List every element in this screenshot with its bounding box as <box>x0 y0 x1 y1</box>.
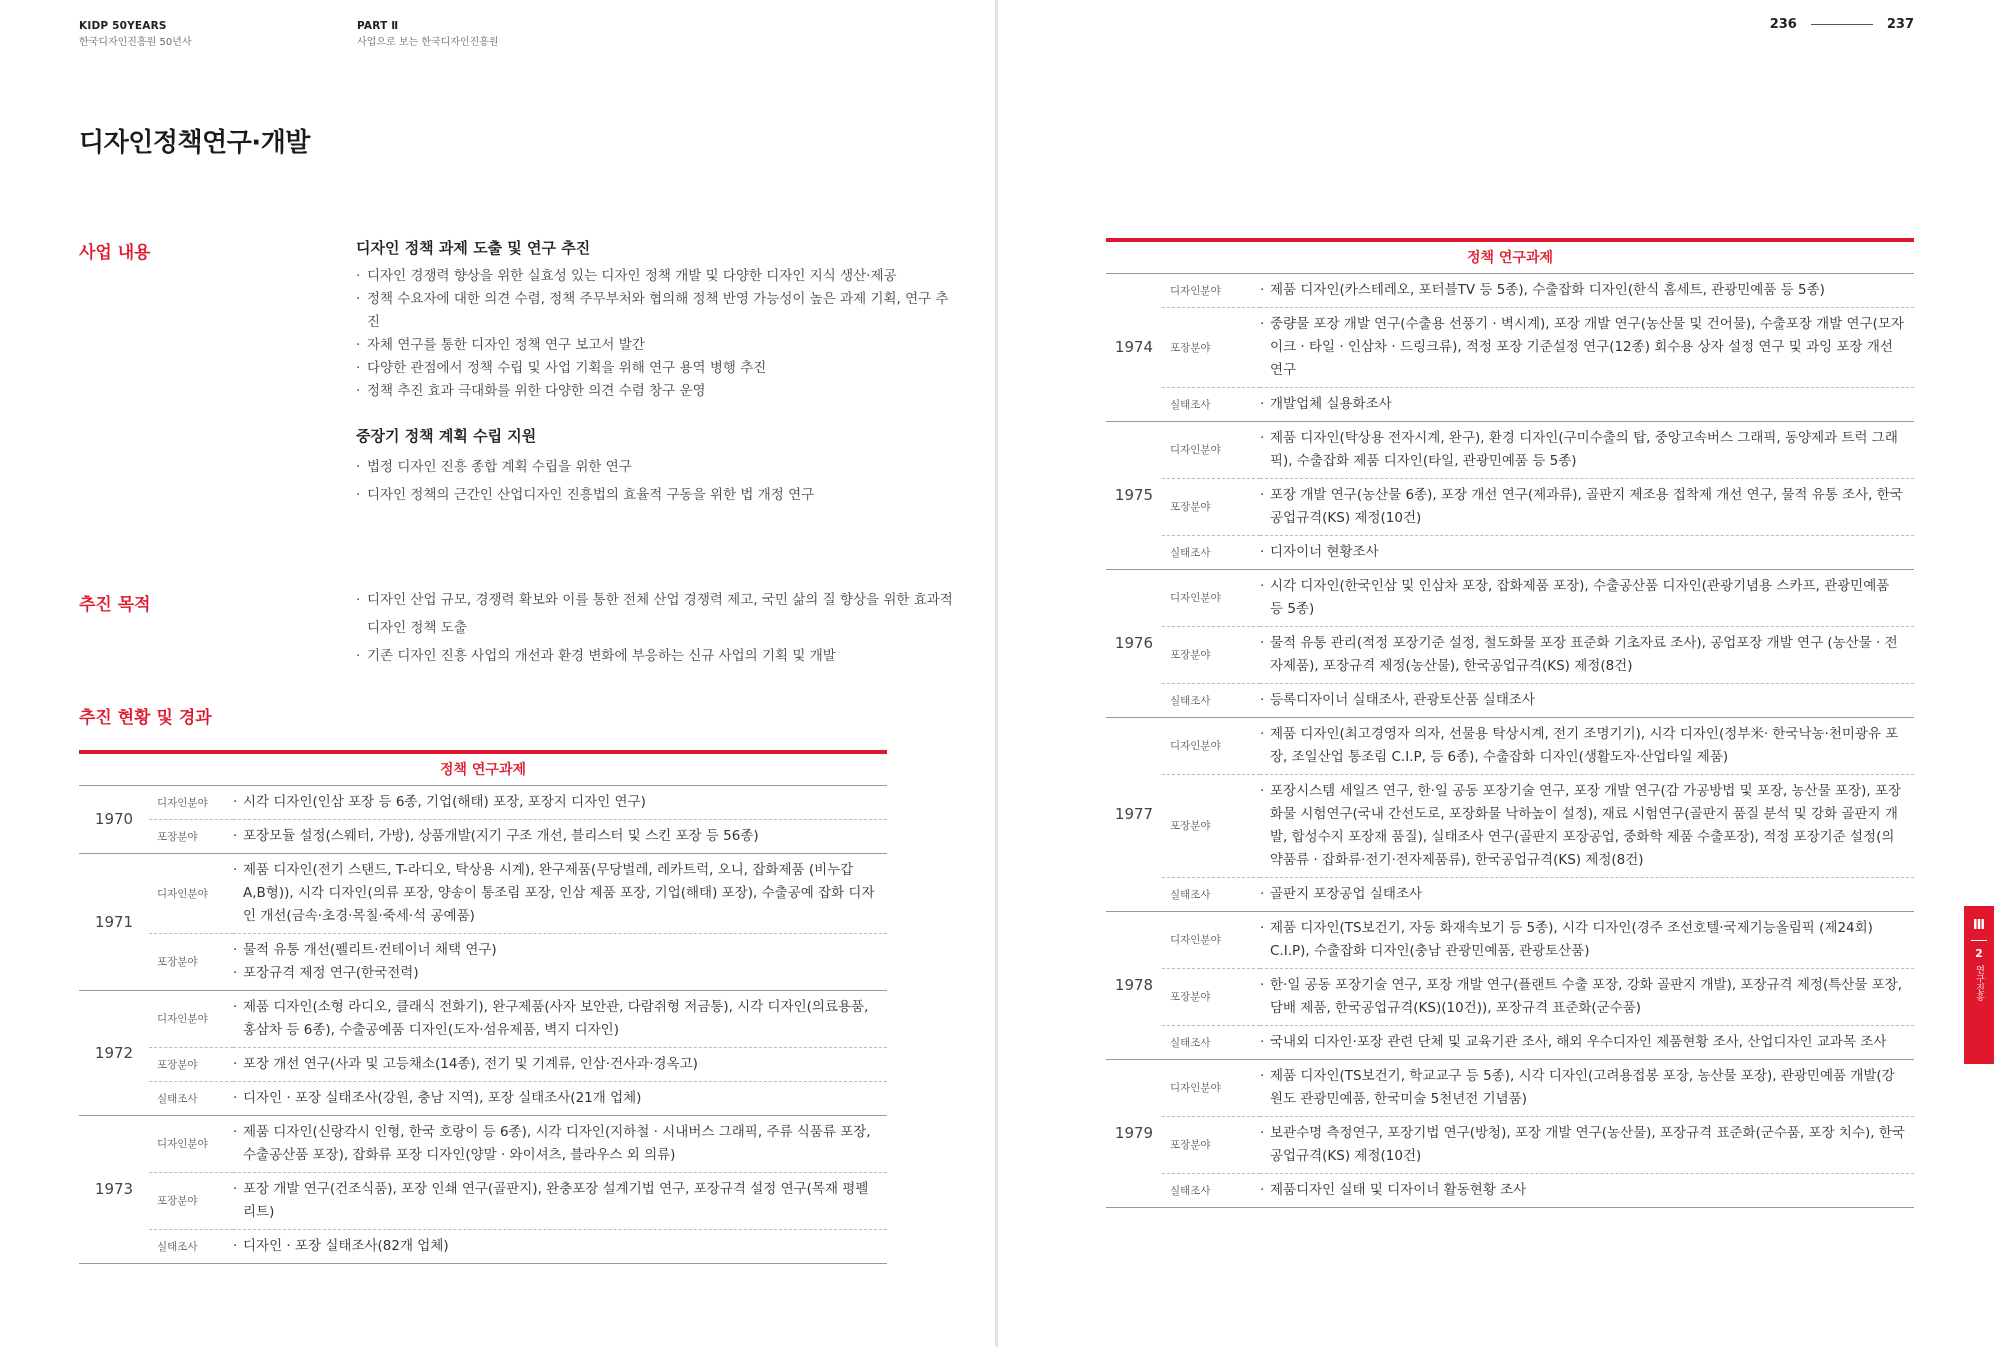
bullet-item: · 정책 추진 효과 극대화를 위한 다양한 의견 수렴 창구 운영 <box>356 380 956 403</box>
year-cell: 1973 <box>79 1115 149 1263</box>
bullet-item: · 다양한 관점에서 정책 수립 및 사업 기획을 위해 연구 용역 병행 추진 <box>356 357 956 380</box>
table-row <box>79 853 887 933</box>
bullet-item: · 디자인 정책의 근간인 산업디자인 진흥법의 효율적 구동을 위한 법 개정 연구 <box>356 481 956 509</box>
page-title: 디자인정책연구·개발 <box>79 128 310 158</box>
category-cell: 디자인분야 <box>149 785 233 819</box>
research-item: · 개발업체 실용화조사 <box>1260 393 1906 416</box>
table-row <box>1106 911 1914 968</box>
table-row <box>79 1172 887 1229</box>
table-row <box>79 990 887 1047</box>
research-item: · 디자이너 현황조사 <box>1260 541 1906 564</box>
items-cell <box>1260 569 1914 626</box>
table-row <box>1106 1116 1914 1173</box>
bullet-item: · 법정 디자인 진흥 종합 계획 수립을 위한 연구 <box>356 453 956 481</box>
category-cell: 디자인분야 <box>1162 273 1260 307</box>
policy-research-table-left <box>79 750 887 1264</box>
category-cell: 포장분야 <box>149 819 233 853</box>
items-cell <box>1260 387 1914 421</box>
items-cell <box>1260 626 1914 683</box>
table-row <box>1106 683 1914 717</box>
category-cell: 실태조사 <box>1162 535 1260 569</box>
research-item: · 제품 디자인(소형 라디오, 클래식 전화기), 완구제품(사자 보안관, 다람쥐형 저금통), 시각 디자인(의료용품, 홍삼차 등 6종), 수출공예품 디자인(도자·섬유제품, 벽지 디자인) <box>233 996 879 1042</box>
category-cell: 포장분야 <box>1162 307 1260 387</box>
table-row <box>79 1229 887 1263</box>
table-row <box>1106 626 1914 683</box>
table-row <box>1106 535 1914 569</box>
research-item: · 제품 디자인(카스테레오, 포터블TV 등 5종), 수출잡화 디자인(한식 홈세트, 관광민예품 등 5종) <box>1260 279 1906 302</box>
items-cell <box>233 1229 887 1263</box>
items-cell <box>233 990 887 1047</box>
part-title: PART Ⅱ <box>357 20 399 32</box>
year-cell: 1979 <box>1106 1059 1162 1207</box>
items-cell <box>1260 273 1914 307</box>
bullet-item: · 정책 수요자에 대한 의견 수렴, 정책 주무부처와 협의해 정책 반영 가능성이 높은 과제 기획, 연구 추진 <box>356 288 956 334</box>
research-item: · 시각 디자인(한국인삼 및 인삼차 포장, 잡화제품 포장), 수출공산품 디자인(관광기념용 스카프, 관광민예품 등 5종) <box>1260 575 1906 621</box>
bullet-item: · 디자인 산업 규모, 경쟁력 확보와 이를 통한 전체 산업 경쟁력 제고, 국민 삶의 질 향상을 위한 효과적 디자인 정책 도출 <box>356 586 956 642</box>
research-item: · 한·일 공동 포장기술 연구, 포장 개발 연구(플랜트 수출 포장, 강화 골판지 개발), 포장규격 제정(특산물 포장, 담배 제품, 한국공업규격(KS)(10건)), 포장규격 표준화(군수품) <box>1260 974 1906 1020</box>
category-cell: 실태조사 <box>1162 683 1260 717</box>
items-cell <box>1260 968 1914 1025</box>
category-cell: 디자인분야 <box>1162 911 1260 968</box>
items-cell <box>233 819 887 853</box>
items-cell <box>1260 877 1914 911</box>
bullet-list <box>356 265 956 403</box>
header-subtitle: 한국디자인진흥원 50년사 <box>79 37 192 48</box>
right-page <box>998 0 1994 1347</box>
category-cell: 실태조사 <box>149 1229 233 1263</box>
research-item: · 골판지 포장공업 실태조사 <box>1260 883 1906 906</box>
running-header-part <box>357 19 499 50</box>
content-section <box>356 237 956 509</box>
research-item: · 제품 디자인(신랑각시 인형, 한국 호랑이 등 6종), 시각 디자인(지하철 · 시내버스 그래픽, 주류 식품류 포장, 수출공산품 포장), 잡화류 포장 디자인(양말 · 와이셔츠, 블라우스 외 의류) <box>233 1121 879 1167</box>
items-cell <box>1260 478 1914 535</box>
research-item: · 시각 디자인(인삼 포장 등 6종, 기업(해태) 포장, 포장지 디자인 연구) <box>233 791 879 814</box>
page-number-right: 237 <box>1886 17 1914 32</box>
category-cell: 포장분야 <box>149 1172 233 1229</box>
category-cell: 실태조사 <box>1162 1173 1260 1207</box>
items-cell <box>233 785 887 819</box>
table-row <box>1106 387 1914 421</box>
bullet-list <box>356 586 956 670</box>
group-heading: 중장기 정책 계획 수립 지원 <box>356 427 537 445</box>
research-item: · 제품 디자인(TS보건기, 자동 화재속보기 등 5종), 시각 디자인(경주 조선호텔·국제기능올림픽 (제24회) C.I.P), 수출잡화 디자인(충남 관광민예품, 관광토산품) <box>1260 917 1906 963</box>
category-cell: 실태조사 <box>1162 1025 1260 1059</box>
table-row <box>1106 1059 1914 1116</box>
items-cell <box>1260 421 1914 478</box>
purpose-section <box>356 586 956 670</box>
table-row <box>79 933 887 990</box>
research-item: · 디자인 · 포장 실태조사(강원, 충남 지역), 포장 실태조사(21개 업체) <box>233 1087 879 1110</box>
category-cell: 포장분야 <box>149 1047 233 1081</box>
table-row <box>1106 569 1914 626</box>
items-cell <box>233 1047 887 1081</box>
bullet-item: · 디자인 경쟁력 향상을 위한 실효성 있는 디자인 정책 개발 및 다양한 디자인 지식 생산·제공 <box>356 265 956 288</box>
research-item: · 제품 디자인(탁상용 전자시계, 완구), 환경 디자인(구미수출의 탑, 중앙고속버스 그래픽, 동양제과 트럭 그래픽), 수출잡화 제품 디자인(타일, 관광민예품 등 5종) <box>1260 427 1906 473</box>
year-cell: 1971 <box>79 853 149 990</box>
items-cell <box>233 1081 887 1115</box>
bullet-item: · 기존 디자인 진흥 사업의 개선과 환경 변화에 부응하는 신규 사업의 기획 및 개발 <box>356 642 956 670</box>
table-header: 정책 연구과제 <box>1106 240 1914 273</box>
items-cell <box>233 1115 887 1172</box>
content-group <box>356 237 956 403</box>
category-cell: 디자인분야 <box>1162 717 1260 774</box>
running-header-left <box>79 19 192 50</box>
items-cell <box>233 933 887 990</box>
research-item: · 포장규격 제정 연구(한국전력) <box>233 962 879 985</box>
research-item: · 포장 개선 연구(사과 및 고등채소(14종), 전기 및 기계류, 인삼·건사과·경옥고) <box>233 1053 879 1076</box>
header-title: KIDP 50YEARS <box>79 20 167 32</box>
section-label-content: 사업 내용 <box>79 243 151 263</box>
category-cell: 디자인분야 <box>1162 1059 1260 1116</box>
table-row <box>79 819 887 853</box>
research-item: · 등록디자이너 실태조사, 관광토산품 실태조사 <box>1260 689 1906 712</box>
group-heading: 디자인 정책 과제 도출 및 연구 추진 <box>356 239 591 257</box>
research-item: · 포장 개발 연구(농산물 6종), 포장 개선 연구(제과류), 골판지 제조용 접착제 개선 연구, 물적 유통 조사, 한국공업규격(KS) 제정(10건) <box>1260 484 1906 530</box>
year-cell: 1976 <box>1106 569 1162 717</box>
category-cell: 포장분야 <box>1162 1116 1260 1173</box>
year-cell: 1978 <box>1106 911 1162 1059</box>
research-item: · 제품디자인 실태 및 디자이너 활동현황 조사 <box>1260 1179 1906 1202</box>
category-cell: 포장분야 <box>1162 774 1260 877</box>
year-cell: 1970 <box>79 785 149 853</box>
research-item: · 포장모듈 설정(스웨터, 가방), 상품개발(지기 구조 개선, 블리스터 및 스킨 포장 등 56종) <box>233 825 879 848</box>
chapter-side-tab[interactable] <box>1964 906 1994 1064</box>
research-item: · 국내외 디자인·포장 관련 단체 및 교육기관 조사, 해외 우수디자인 제품현황 조사, 산업디자인 교과목 조사 <box>1260 1031 1906 1054</box>
research-item: · 포장 개발 연구(건조식품), 포장 인쇄 연구(골판지), 완충포장 설계기법 연구, 포장규격 설정 연구(목재 평펠리트) <box>233 1178 879 1224</box>
items-cell <box>1260 683 1914 717</box>
table-row <box>79 1047 887 1081</box>
items-cell <box>1260 911 1914 968</box>
side-tab-part: Ⅲ <box>1972 918 1986 933</box>
category-cell: 실태조사 <box>149 1081 233 1115</box>
section-label-progress: 추진 현황 및 경과 <box>79 708 212 728</box>
category-cell: 디자인분야 <box>149 1115 233 1172</box>
page-number-left: 236 <box>1769 17 1797 32</box>
table-row <box>79 1081 887 1115</box>
category-cell: 실태조사 <box>1162 387 1260 421</box>
page-number-divider <box>1811 24 1873 25</box>
items-cell <box>1260 774 1914 877</box>
items-cell <box>233 1172 887 1229</box>
table-row <box>1106 307 1914 387</box>
items-cell <box>1260 307 1914 387</box>
research-item: · 포장시스템 세일즈 연구, 한·일 공동 포장기술 연구, 포장 개발 연구(감 가공방법 및 포장, 농산물 포장), 포장화물 시험연구(국내 간선도로, 포장화물 낙하높이 설정), 재료 시험연구(골판지 품질 분석 및 강화 골판지 개발, 합성수지 포장재 품질), 실태조사 연구(골판지 포장공업, 중화학 제품 수출포장), 적정 포장기준 설정(의약품류 · 잡화류·전기·전자제품류), 한국공업규격(KS) 제정(8건) <box>1260 780 1906 872</box>
category-cell: 포장분야 <box>1162 478 1260 535</box>
items-cell <box>1260 717 1914 774</box>
research-item: · 물적 유통 관리(적정 포장기준 설정, 철도화물 포장 표준화 기초자료 조사), 공업포장 개발 연구 (농산물 · 전자제품), 포장규격 제정(농산물), 한국공업규격(KS) 제정(8건) <box>1260 632 1906 678</box>
year-cell: 1977 <box>1106 717 1162 911</box>
research-item: · 제품 디자인(전기 스탠드, T-라디오, 탁상용 시계), 완구제품(무당벌레, 레카트럭, 오니, 잡화제품 (비누갑 A,B형)), 시각 디자인(의류 포장, 양송이 통조림 포장, 인삼 제품 포장, 기업(해태) 포장), 수출공예 잡화 디자인 개선(금속·초경·목칠·죽세·석 공예품) <box>233 859 879 928</box>
table-row <box>1106 1025 1914 1059</box>
content-group <box>356 425 956 509</box>
items-cell <box>1260 1173 1914 1207</box>
side-tab-divider <box>1971 940 1987 941</box>
table-row <box>79 785 887 819</box>
research-item: · 물적 유통 개선(펠리트·컨테이너 채택 연구) <box>233 939 879 962</box>
table-row <box>1106 421 1914 478</box>
research-item: · 디자인 · 포장 실태조사(82개 업체) <box>233 1235 879 1258</box>
category-cell: 디자인분야 <box>149 853 233 933</box>
research-item: · 제품 디자인(TS보건기, 학교교구 등 5종), 시각 디자인(고려용접봉 포장, 농산물 포장), 관광민예품 개발(강원도 관광민예품, 한국미술 5천년전 기념품) <box>1260 1065 1906 1111</box>
items-cell <box>1260 1025 1914 1059</box>
table-row <box>1106 478 1914 535</box>
items-cell <box>1260 535 1914 569</box>
bullet-item: · 자체 연구를 통한 디자인 정책 연구 보고서 발간 <box>356 334 956 357</box>
section-label-purpose: 추진 목적 <box>79 595 151 615</box>
side-tab-label: 연구진흥 <box>1974 965 1984 1001</box>
policy-research-table-right <box>1106 238 1914 1208</box>
bullet-list <box>356 453 956 509</box>
research-item: · 중량물 포장 개발 연구(수출용 선풍기 · 벽시계), 포장 개발 연구(농산물 및 건어물), 수출포장 개발 연구(모자이크 · 타일 · 인삼차 · 드링크류), 적정 포장 기준설정 연구(12종) 회수용 상자 설정 연구 및 과잉 포장 개선 연구 <box>1260 313 1906 382</box>
category-cell: 디자인분야 <box>1162 421 1260 478</box>
left-page <box>0 0 995 1347</box>
items-cell <box>1260 1116 1914 1173</box>
table-row <box>79 1115 887 1172</box>
year-cell: 1974 <box>1106 273 1162 421</box>
category-cell: 디자인분야 <box>149 990 233 1047</box>
category-cell: 실태조사 <box>1162 877 1260 911</box>
page-numbers <box>1770 17 1914 32</box>
category-cell: 포장분야 <box>1162 968 1260 1025</box>
side-tab-number: 2 <box>1975 947 1983 960</box>
table-row <box>1106 273 1914 307</box>
items-cell <box>233 853 887 933</box>
table-header: 정책 연구과제 <box>79 752 887 785</box>
items-cell <box>1260 1059 1914 1116</box>
category-cell: 포장분야 <box>1162 626 1260 683</box>
research-item: · 제품 디자인(최고경영자 의자, 선물용 탁상시계, 전기 조명기기), 시각 디자인(정부米· 한국낙농·천미광유 포장, 조일산업 통조림 C.I.P, 등 6종), 수출잡화 디자인(생활도자·산업타일 제품) <box>1260 723 1906 769</box>
table-row <box>1106 774 1914 877</box>
table-row <box>1106 1173 1914 1207</box>
research-item: · 보관수명 측정연구, 포장기법 연구(방청), 포장 개발 연구(농산물), 포장규격 표준화(군수품, 포장 치수), 한국공업규격(KS) 제정(10건) <box>1260 1122 1906 1168</box>
table-row <box>1106 717 1914 774</box>
year-cell: 1972 <box>79 990 149 1115</box>
part-subtitle: 사업으로 보는 한국디자인진흥원 <box>357 37 499 48</box>
table-row <box>1106 877 1914 911</box>
category-cell: 포장분야 <box>149 933 233 990</box>
category-cell: 디자인분야 <box>1162 569 1260 626</box>
year-cell: 1975 <box>1106 421 1162 569</box>
table-row <box>1106 968 1914 1025</box>
